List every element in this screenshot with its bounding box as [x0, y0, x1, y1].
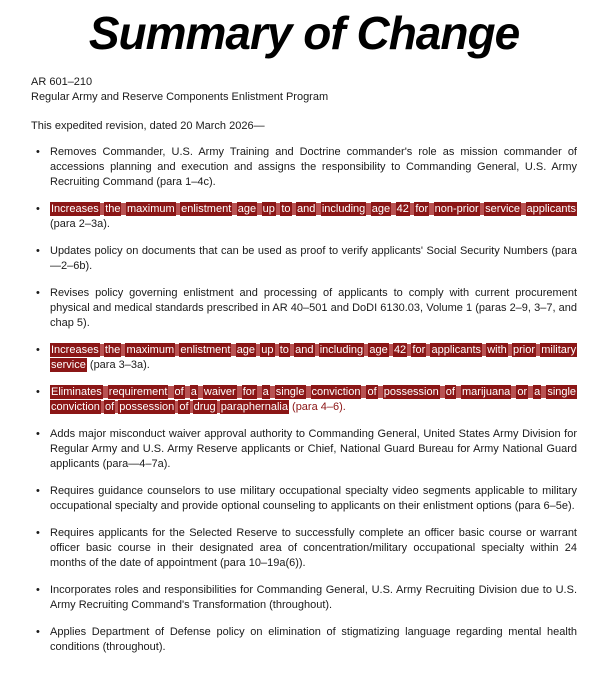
- highlighted-word: Eliminates: [51, 386, 102, 398]
- bullet-item: [31, 286, 577, 331]
- highlighted-word: or: [517, 386, 528, 398]
- bullet-text: Requires guidance counselors to use military occupational specialty video segments applicable to military occupational specialty and provide optional counseling to applicants on their enlistment options (para 6–5e).: [50, 485, 577, 512]
- bullet-item: [31, 583, 577, 613]
- highlighted-text: [50, 203, 577, 215]
- highlighted-word: for: [415, 203, 429, 215]
- highlighted-word: Increases: [51, 203, 99, 215]
- highlighted-word: the: [105, 203, 121, 215]
- highlighted-word: including: [321, 203, 366, 215]
- highlighted-word: enlistment: [180, 344, 231, 356]
- highlighted-word: for: [412, 344, 426, 356]
- document-header: [31, 75, 577, 105]
- bullet-text: Revises policy governing enlistment and processing of applicants to comply with current procurement physical and medical standards prescribed in AR 40–501 and DoDI 6130.03, Volume 1 (paras 2–9, 3–7, and chap 5).: [50, 287, 577, 329]
- bullet-item: [31, 202, 577, 232]
- highlighted-word: age: [371, 203, 391, 215]
- bullet-text: Requires applicants for the Selected Reserve to successfully complete an officer basic course or warrant officer basic course in their designated area of concentration/military occupational specialty within 24 months of the date of appointment (para 10–19a(6)).: [50, 527, 577, 569]
- highlighted-word: a: [190, 386, 197, 398]
- highlighted-word: to: [281, 203, 291, 215]
- highlighted-word: up: [261, 344, 274, 356]
- highlighted-word: age: [236, 344, 256, 356]
- highlighted-word: Increases: [51, 344, 99, 356]
- highlighted-word: up: [262, 203, 275, 215]
- highlighted-word: waiver: [203, 386, 236, 398]
- highlighted-word: applicants: [431, 344, 482, 356]
- bullet-item: [31, 427, 577, 472]
- highlighted-word: service: [51, 359, 86, 371]
- highlighted-word: 42: [396, 203, 409, 215]
- red-para-reference: (para 4–6).: [288, 401, 346, 413]
- highlighted-word: conviction: [51, 401, 100, 413]
- bullet-text: Adds major misconduct waiver approval authority to Commanding General, United States Army Division for Regular Army and U.S. Army Reserve applicants or Chief, National Guard Bureau for Army National Guard applicants (para—4–7a).: [50, 428, 577, 470]
- highlighted-word: single: [275, 386, 305, 398]
- bullet-item: [31, 625, 577, 655]
- highlighted-word: requirement: [108, 386, 168, 398]
- highlighted-word: enlistment: [181, 203, 232, 215]
- bullet-text: Removes Commander, U.S. Army Training and Doctrine commander's role as mission commander of accessions planning and execution and assigns the responsibility to Commanding General, U.S. Army Recruiting Command (para 1–4c).: [50, 146, 577, 188]
- highlighted-word: prior: [513, 344, 536, 356]
- regulation-number: AR 601–210: [31, 76, 93, 88]
- bullet-text: Incorporates roles and responsibilities for Commanding General, U.S. Army Recruiting Division due to U.S. Army Recruiting Command's Transformation (throughout).: [50, 584, 577, 611]
- highlighted-word: a: [534, 386, 541, 398]
- bullet-item: [31, 484, 577, 514]
- highlighted-word: to: [279, 344, 289, 356]
- highlighted-word: 42: [393, 344, 407, 356]
- highlighted-word: including: [319, 344, 364, 356]
- highlighted-word: a: [262, 386, 269, 398]
- bullet-item: [31, 343, 577, 373]
- highlighted-word: of: [179, 401, 189, 413]
- bullet-item: [31, 526, 577, 571]
- highlighted-word: and: [295, 344, 314, 356]
- highlighted-word: of: [174, 386, 184, 398]
- highlighted-word: maximum: [126, 203, 175, 215]
- highlighted-word: drug: [193, 401, 216, 413]
- highlighted-word: non-prior: [434, 203, 479, 215]
- page-title: Summary of Change: [88, 7, 520, 59]
- highlighted-word: of: [104, 401, 115, 413]
- highlighted-word: single: [547, 386, 577, 398]
- bullet-item: [31, 244, 577, 274]
- highlighted-word: age: [369, 344, 388, 356]
- highlighted-word: and: [297, 203, 316, 215]
- highlighted-word: possession: [383, 386, 439, 398]
- highlighted-word: with: [487, 344, 507, 356]
- revision-statement: This expedited revision, dated 20 March 2026—: [31, 120, 265, 132]
- highlighted-word: military: [541, 344, 577, 356]
- highlighted-word: conviction: [311, 386, 361, 398]
- highlighted-word: possession: [119, 401, 175, 413]
- bullet-list: [31, 145, 577, 655]
- highlighted-word: paraphernalia: [220, 401, 288, 413]
- bullet-item: [31, 385, 577, 415]
- highlighted-word: age: [237, 203, 257, 215]
- bullet-text: (para 2–3a).: [50, 218, 110, 230]
- bullet-item: [31, 145, 577, 190]
- highlighted-word: service: [485, 203, 521, 215]
- highlighted-word: applicants: [526, 203, 577, 215]
- regulation-title: Regular Army and Reserve Components Enlistment Program: [31, 91, 329, 103]
- highlighted-word: the: [104, 344, 121, 356]
- highlighted-word: maximum: [126, 344, 175, 356]
- bullet-text: (para 3–3a).: [86, 359, 150, 371]
- highlighted-word: marijuana: [462, 386, 511, 398]
- highlighted-word: of: [367, 386, 377, 398]
- highlighted-word: of: [445, 386, 455, 398]
- highlighted-word: for: [242, 386, 256, 398]
- bullet-text: Updates policy on documents that can be used as proof to verify applicants' Social Security Numbers (para—2–6b).: [50, 245, 577, 272]
- bullet-text: Applies Department of Defense policy on elimination of stigmatizing language regarding mental health conditions (throughout).: [50, 626, 577, 653]
